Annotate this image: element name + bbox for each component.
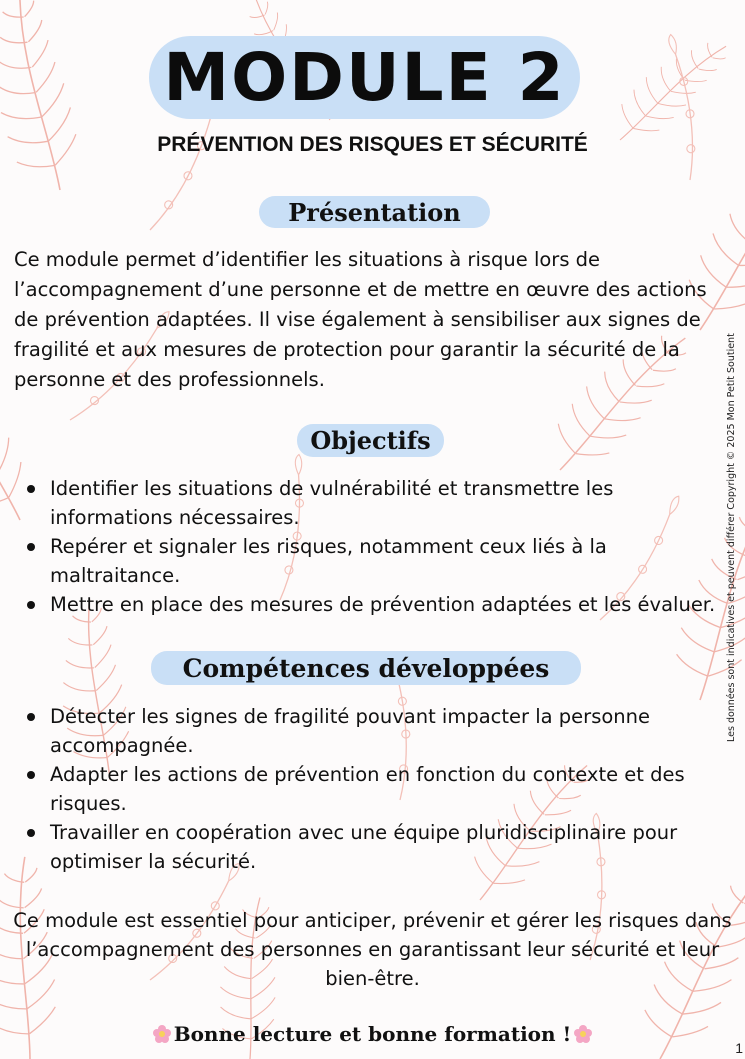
bullet-icon — [27, 771, 35, 779]
copyright-note: Les données sont indicatives et peuvent différer Copyright © 2025 Mon Petit Soutient — [726, 333, 737, 742]
closing-text: Ce module est essentiel pour anticiper, prévenir et gérer les risques dans l’accompagnement des personnes en garantissant leur sécurité et leur bien-être. — [13, 909, 732, 990]
signoff-text: Bonne lecture et bonne formation ! — [173, 1022, 572, 1046]
section-heading-competences: Compétences développées — [151, 651, 581, 685]
page-subtitle: PRÉVENTION DES RISQUES ET SÉCURITÉ — [157, 133, 588, 156]
objectifs-list — [0, 474, 745, 619]
list-item — [0, 818, 745, 876]
competences-list — [0, 702, 745, 876]
list-item — [0, 532, 745, 590]
list-item-text: Détecter les signes de fragilité pouvant impacter la personne accompagnée. — [50, 705, 650, 757]
list-item-text: Travailler en coopération avec une équipe pluridisciplinaire pour optimiser la sécurité. — [50, 821, 678, 873]
list-item — [0, 474, 745, 532]
list-item — [0, 590, 745, 619]
list-item-text: Repérer et signaler les risques, notamment ceux liés à la maltraitance. — [50, 535, 607, 587]
list-item-text: Adapter les actions de prévention en fonction du contexte et des risques. — [50, 763, 685, 815]
flower-icon — [152, 1024, 172, 1044]
list-item — [0, 702, 745, 760]
title-banner — [149, 36, 580, 119]
bullet-icon — [27, 485, 35, 493]
flower-icon — [573, 1024, 593, 1044]
section-heading-objectifs: Objectifs — [297, 424, 444, 457]
bullet-icon — [27, 543, 35, 551]
bullet-icon — [27, 713, 35, 721]
bullet-icon — [27, 829, 35, 837]
page-number: 1 — [735, 1040, 743, 1056]
section-heading-presentation: Présentation — [259, 196, 490, 228]
signoff — [0, 1022, 745, 1046]
bullet-icon — [27, 601, 35, 609]
list-item — [0, 760, 745, 818]
page-title: MODULE 2 — [163, 38, 566, 116]
list-item-text: Mettre en place des mesures de prévention adaptées et les évaluer. — [50, 593, 716, 616]
presentation-text: Ce module permet d’identifier les situations à risque lors de l’accompagnement d’une personne et de mettre en œuvre des actions de prévention adaptées. Il vise également à sensibiliser aux signes de fragilité et aux mesures de protection pour garantir la sécurité de la personne et des professionnels. — [14, 248, 707, 391]
list-item-text: Identifier les situations de vulnérabilité et transmettre les informations nécessaires. — [50, 477, 614, 529]
